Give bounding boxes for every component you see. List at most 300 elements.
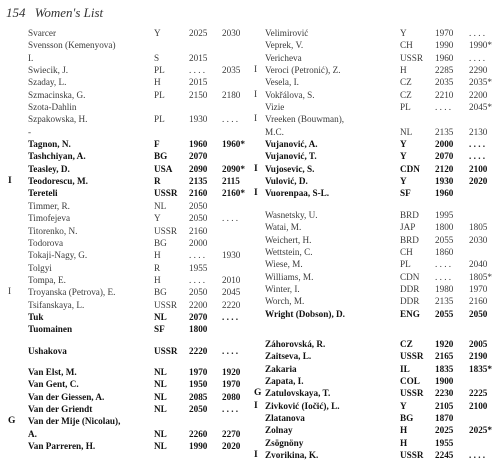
player-name: Zaitseva, L. [265, 351, 312, 362]
player-name: Wiese, M. [265, 259, 303, 270]
rating-first: 1800 [435, 222, 454, 233]
rating-first: 1980 [435, 283, 454, 294]
rating-second: 2040 [469, 259, 488, 270]
list-entry [254, 271, 498, 283]
country-code: BRD [400, 209, 419, 220]
player-name: Svarcer [28, 28, 57, 38]
rating-first: 1920 [435, 338, 454, 349]
player-name: Vujanović, T. [265, 151, 317, 162]
rating-second: 2045 [222, 287, 241, 298]
list-entry [254, 400, 498, 412]
country-code: F [154, 139, 160, 150]
rating-second: 2190 [469, 351, 488, 362]
player-name: Tolgyi [28, 262, 52, 273]
player-name: Weichert, H. [265, 234, 312, 245]
rating-first: 2015 [189, 77, 208, 88]
list-entry [254, 375, 498, 387]
list-entry [8, 274, 250, 286]
list-entry [8, 187, 250, 199]
country-code: NL [154, 428, 167, 439]
country-code: USSR [400, 450, 424, 460]
rating-second: . . . . [469, 450, 486, 460]
row-spacer [8, 357, 250, 366]
country-code: NL [154, 366, 167, 377]
rating-first: 1960 [435, 52, 454, 63]
rating-first: 2160 [189, 225, 208, 236]
country-code: Y [400, 176, 407, 187]
player-name: Szmacinska, G. [28, 89, 86, 100]
player-name: Teodorescu, M. [28, 176, 88, 187]
player-name: Svensson (Kemenyova) [28, 40, 116, 51]
rating-first: 2165 [435, 351, 454, 362]
rating-first: 2000 [435, 139, 454, 150]
rating-second: . . . . [469, 28, 486, 38]
rating-first: 2015 [189, 52, 208, 63]
list-entry [8, 403, 250, 415]
player-name: Van Parreren, H. [28, 441, 96, 451]
rating-first: 1995 [435, 209, 454, 220]
player-name: Vujosevic, S. [265, 163, 315, 174]
title-marker: I [8, 176, 12, 187]
list-entry [254, 258, 498, 270]
country-code: H [154, 274, 161, 285]
list-entry [254, 221, 498, 233]
rating-first: 2135 [189, 176, 208, 187]
country-code: PL [400, 259, 411, 270]
country-code: COL [400, 375, 420, 386]
rating-first: 2050 [189, 287, 208, 298]
rating-second: 2100 [469, 163, 488, 174]
title-marker: I [8, 287, 12, 298]
rating-first: 2200 [189, 299, 208, 310]
country-code: BRD [400, 234, 419, 245]
country-code: NL [154, 200, 167, 211]
list-entry [8, 101, 250, 113]
rating-first: 1930 [435, 176, 454, 187]
list-entry [8, 89, 250, 101]
rating-second: . . . . [222, 345, 239, 356]
rating-second: 1970 [469, 283, 488, 294]
list-entry [254, 76, 498, 88]
row-spacer [8, 336, 250, 345]
player-name: I. [28, 52, 34, 63]
rating-second: 1960* [222, 139, 245, 150]
country-code: BG [154, 237, 167, 248]
country-code: SF [154, 324, 165, 335]
list-entry [8, 378, 250, 390]
rating-second: 2030 [469, 234, 488, 245]
rating-second: 2010 [222, 274, 241, 285]
player-name: Williams, M. [265, 271, 314, 282]
list-entry [8, 212, 250, 224]
player-name: Tagnon, N. [28, 139, 71, 150]
country-code: USSR [154, 225, 177, 236]
country-code: NL [154, 379, 167, 390]
country-code: CDN [400, 271, 420, 282]
rating-first: 2000 [189, 237, 208, 248]
list-entry [254, 39, 498, 51]
rating-second: 1930 [222, 250, 241, 261]
rating-first: . . . . [435, 271, 452, 282]
player-name: Van der Mije (Nicolau), [28, 416, 121, 427]
title-marker: I [254, 163, 258, 174]
list-entry [254, 246, 498, 258]
player-name: Timmer, R. [28, 200, 70, 211]
rating-second: 2220 [222, 299, 241, 310]
rating-second: 1835* [469, 363, 492, 374]
country-code: NL [400, 126, 413, 137]
rating-second: 2045* [469, 102, 492, 113]
country-code: DDR [400, 296, 420, 307]
player-name: Swiecik, J. [28, 65, 69, 76]
country-code: USSR [154, 188, 178, 199]
rating-first: 2285 [435, 65, 454, 76]
country-code: R [154, 262, 161, 273]
list-entry [254, 234, 498, 246]
list-entry [254, 27, 498, 39]
list-entry [8, 323, 250, 335]
rating-first: . . . . [189, 274, 206, 285]
rating-first: 2150 [189, 89, 208, 100]
list-entry [8, 113, 250, 125]
rating-first: 2050 [189, 403, 208, 414]
rating-second: 1990* [469, 40, 492, 51]
country-code: PL [400, 102, 411, 113]
player-name: A. [28, 428, 37, 439]
rating-second: . . . . [222, 403, 239, 414]
player-name: Ushakova [28, 345, 67, 356]
player-name: Zlatanova [265, 412, 305, 423]
country-code: H [154, 77, 161, 88]
player-name: Tereteli [28, 188, 58, 199]
player-name: Vokřálova, S. [265, 89, 315, 100]
list-entry [8, 27, 250, 39]
left-column [8, 27, 250, 452]
country-code: USSR [154, 345, 178, 356]
list-entry [8, 52, 250, 64]
rating-first: 2025 [435, 425, 454, 436]
rating-first: 2120 [435, 163, 454, 174]
rating-second: 2050 [469, 308, 488, 319]
rating-first: 1970 [189, 366, 208, 377]
player-name: Winter, I. [265, 283, 300, 294]
rating-second: 1970 [222, 379, 241, 390]
player-name: Velimirović [265, 28, 309, 38]
rating-second: 2225 [469, 388, 488, 399]
player-name: Tuk [28, 311, 44, 322]
player-name: Tashchiyan, A. [28, 151, 86, 162]
country-code: JAP [400, 222, 416, 233]
list-entry [8, 415, 250, 427]
rating-second: 2005 [469, 338, 488, 349]
rating-first: 2085 [189, 391, 208, 402]
rating-second: . . . . [222, 311, 239, 322]
list-entry [8, 150, 250, 162]
list-entry [254, 295, 498, 307]
country-code: Y [400, 28, 407, 38]
player-name: Timofejeva [28, 213, 71, 224]
player-name: Záhorovská, R. [265, 338, 326, 349]
list-entry [254, 412, 498, 424]
row-spacer [254, 320, 498, 329]
player-name: Titorenko, N. [28, 225, 78, 236]
list-entry [254, 175, 498, 187]
player-name: Zsögnöny [265, 437, 304, 448]
country-code: BG [400, 412, 414, 423]
rating-first: 1960 [189, 139, 208, 150]
rating-second: 2180 [222, 89, 241, 100]
list-entry [254, 338, 498, 350]
country-code: H [154, 250, 161, 261]
rating-first: 2035 [435, 77, 454, 88]
list-entry [254, 424, 498, 436]
player-name: Van Gent, C. [28, 379, 79, 390]
player-name: Troyanska (Petrova), E. [28, 287, 116, 298]
country-code: CZ [400, 77, 412, 88]
rating-first: 1870 [435, 412, 454, 423]
country-code: CH [400, 246, 413, 257]
list-entry [8, 76, 250, 88]
country-code: NL [154, 403, 167, 414]
player-name: Vulović, D. [265, 176, 308, 187]
country-code: CH [400, 40, 413, 51]
list-entry [254, 437, 498, 449]
rating-first: 2220 [189, 345, 208, 356]
rating-first: 2260 [189, 428, 208, 439]
country-code: Y [154, 28, 161, 38]
player-name: Szota-Dahlin [28, 102, 77, 113]
country-code: CDN [400, 163, 420, 174]
player-name: Tompa, E. [28, 274, 66, 285]
rating-second: . . . . [222, 213, 239, 224]
list-entry [254, 209, 498, 221]
country-code: NL [154, 391, 167, 402]
country-code: Y [154, 213, 161, 224]
rating-first: 2050 [189, 213, 208, 224]
list-entry [254, 449, 498, 461]
list-entry [254, 387, 498, 399]
rating-first: 2160 [189, 188, 208, 199]
rating-first: 1955 [435, 437, 454, 448]
rating-second: 2200 [469, 89, 488, 100]
list-entry [254, 101, 498, 113]
country-code: Y [400, 139, 407, 150]
rating-first: 2245 [435, 450, 454, 460]
player-name: Tsifanskaya, L. [28, 299, 85, 310]
country-code: PL [154, 65, 165, 76]
country-code: NL [154, 311, 167, 322]
player-name: Zatulovskaya, T. [265, 388, 331, 399]
list-entry [8, 440, 250, 452]
list-entry [8, 249, 250, 261]
row-spacer [254, 200, 498, 209]
rating-first: 2090 [189, 163, 208, 174]
player-name: M.C. [265, 126, 284, 137]
rating-second: 2290 [469, 65, 488, 76]
player-name: Watai, M. [265, 222, 302, 233]
list-entry [254, 308, 498, 320]
list-entry [254, 89, 498, 101]
country-code: H [400, 437, 408, 448]
list-entry [8, 39, 250, 51]
player-name: Van Elst, M. [28, 366, 77, 377]
rating-second: 1805* [469, 271, 492, 282]
rating-first: 1950 [189, 379, 208, 390]
list-entry [254, 150, 498, 162]
list-entry [8, 237, 250, 249]
player-name: Wasnetsky, U. [265, 209, 318, 220]
list-entry [8, 299, 250, 311]
rating-first: 1990 [435, 40, 454, 51]
country-code: USSR [154, 299, 177, 310]
country-code: IL [400, 363, 410, 374]
list-entry [254, 350, 498, 362]
list-entry [8, 163, 250, 175]
title-marker: I [254, 450, 258, 460]
rating-second: 2160* [222, 188, 245, 199]
rating-first: 1970 [435, 28, 454, 38]
rating-first: 1900 [435, 375, 454, 386]
rating-second: 2035 [222, 65, 241, 76]
player-name: Zvorikina, K. [265, 450, 319, 460]
rating-first: 2135 [435, 126, 454, 137]
country-code: USSR [400, 52, 423, 63]
rating-second: . . . . [469, 139, 486, 150]
list-entry [8, 175, 250, 187]
list-entry [8, 311, 250, 323]
list-entry [8, 366, 250, 378]
rating-second: 2030 [222, 28, 241, 38]
title-marker: G [254, 388, 262, 399]
list-entry [254, 126, 498, 138]
rating-first: . . . . [435, 102, 452, 113]
player-name: Szpakowska, H. [28, 114, 88, 125]
rating-first: 1835 [435, 363, 454, 374]
list-entry [254, 187, 498, 199]
list-entry [8, 138, 250, 150]
title-marker: G [8, 416, 16, 427]
player-name: Tokaji-Nagy, G. [28, 250, 88, 261]
rating-first: . . . . [189, 65, 206, 76]
country-code: Y [400, 400, 407, 411]
player-name: Vericheva [265, 52, 302, 63]
list-entry [254, 113, 498, 125]
rating-first: 2070 [189, 151, 208, 162]
list-entry [254, 138, 498, 150]
player-name: Vizie [265, 102, 285, 113]
title-marker: I [254, 89, 258, 100]
player-name: Vujanović, A. [265, 139, 318, 150]
country-code: NL [154, 441, 167, 451]
player-name: Van der Giessen, A. [28, 391, 105, 402]
rating-second: 2115 [222, 176, 240, 187]
rating-first: 2050 [189, 200, 208, 211]
rating-second: 2100 [469, 400, 488, 411]
player-name: Zapata, I. [265, 375, 304, 386]
rating-second: 2270 [222, 428, 241, 439]
player-name: Zolnay [265, 425, 293, 436]
player-name: Tuomainen [28, 324, 73, 335]
country-code: CZ [400, 89, 412, 100]
rating-second: 2090* [222, 163, 245, 174]
rating-first: 2055 [435, 234, 454, 245]
rating-first: 2025 [189, 28, 208, 38]
country-code: CZ [400, 338, 413, 349]
list-entry [8, 345, 250, 357]
rating-second: 1920 [222, 366, 241, 377]
rating-first: 2230 [435, 388, 454, 399]
country-code: USSR [400, 351, 424, 362]
rating-second: 2160 [469, 296, 488, 307]
rating-first: 1930 [189, 114, 208, 125]
rating-second: 2025* [469, 425, 492, 436]
list-entry [254, 363, 498, 375]
rating-first: 2070 [435, 151, 454, 162]
player-name: Wright (Dobson), D. [265, 308, 345, 319]
country-code: Y [400, 151, 407, 162]
page-title: Women's List [34, 5, 104, 20]
list-entry [254, 283, 498, 295]
player-name: Worch, M. [265, 296, 305, 307]
list-entry [254, 52, 498, 64]
player-name: Szaday, L. [28, 77, 67, 88]
player-name: Vreeken (Bouwman), [265, 114, 345, 125]
rating-second: . . . . [469, 52, 486, 63]
country-code: BG [154, 151, 168, 162]
country-code: PL [154, 89, 165, 100]
list-entry [8, 64, 250, 76]
player-name: Teasley, D. [28, 163, 70, 174]
list-entry [254, 64, 498, 76]
row-spacer [254, 329, 498, 338]
list-entry [8, 262, 250, 274]
rating-first: 2135 [435, 296, 454, 307]
list-entry [254, 163, 498, 175]
player-name: Zivković (Iočić), L. [265, 400, 340, 411]
rating-second: 2020 [469, 176, 488, 187]
rating-first: 2070 [189, 311, 208, 322]
country-code: DDR [400, 283, 420, 294]
rating-first: 2055 [435, 308, 454, 319]
rating-second: 1805 [469, 222, 488, 233]
right-column [254, 27, 498, 461]
title-marker: I [254, 400, 258, 411]
rating-first: 1960 [435, 188, 454, 199]
rating-second: . . . . [222, 114, 239, 125]
country-code: BG [154, 287, 167, 298]
rating-first: 1800 [189, 324, 208, 335]
country-code: S [154, 52, 160, 63]
rating-first: . . . . [189, 250, 206, 261]
rating-first: 2105 [435, 400, 454, 411]
list-entry [8, 391, 250, 403]
page-number: 154 [6, 5, 26, 20]
list-entry [8, 428, 250, 440]
country-code: USSR [400, 388, 424, 399]
rating-second: 2080 [222, 391, 241, 402]
country-code: H [400, 65, 407, 76]
player-name: Veroci (Petronić), Z. [265, 65, 341, 76]
rating-first: 1990 [189, 441, 208, 451]
player-name: Veprek, V. [265, 40, 304, 51]
country-code: H [400, 425, 408, 436]
page-header [6, 5, 103, 21]
player-name: Todorova [28, 237, 64, 248]
rating-first: . . . . [435, 259, 452, 270]
title-marker: I [254, 114, 258, 125]
rating-second: 2035* [469, 77, 492, 88]
country-code: ENG [400, 308, 420, 319]
